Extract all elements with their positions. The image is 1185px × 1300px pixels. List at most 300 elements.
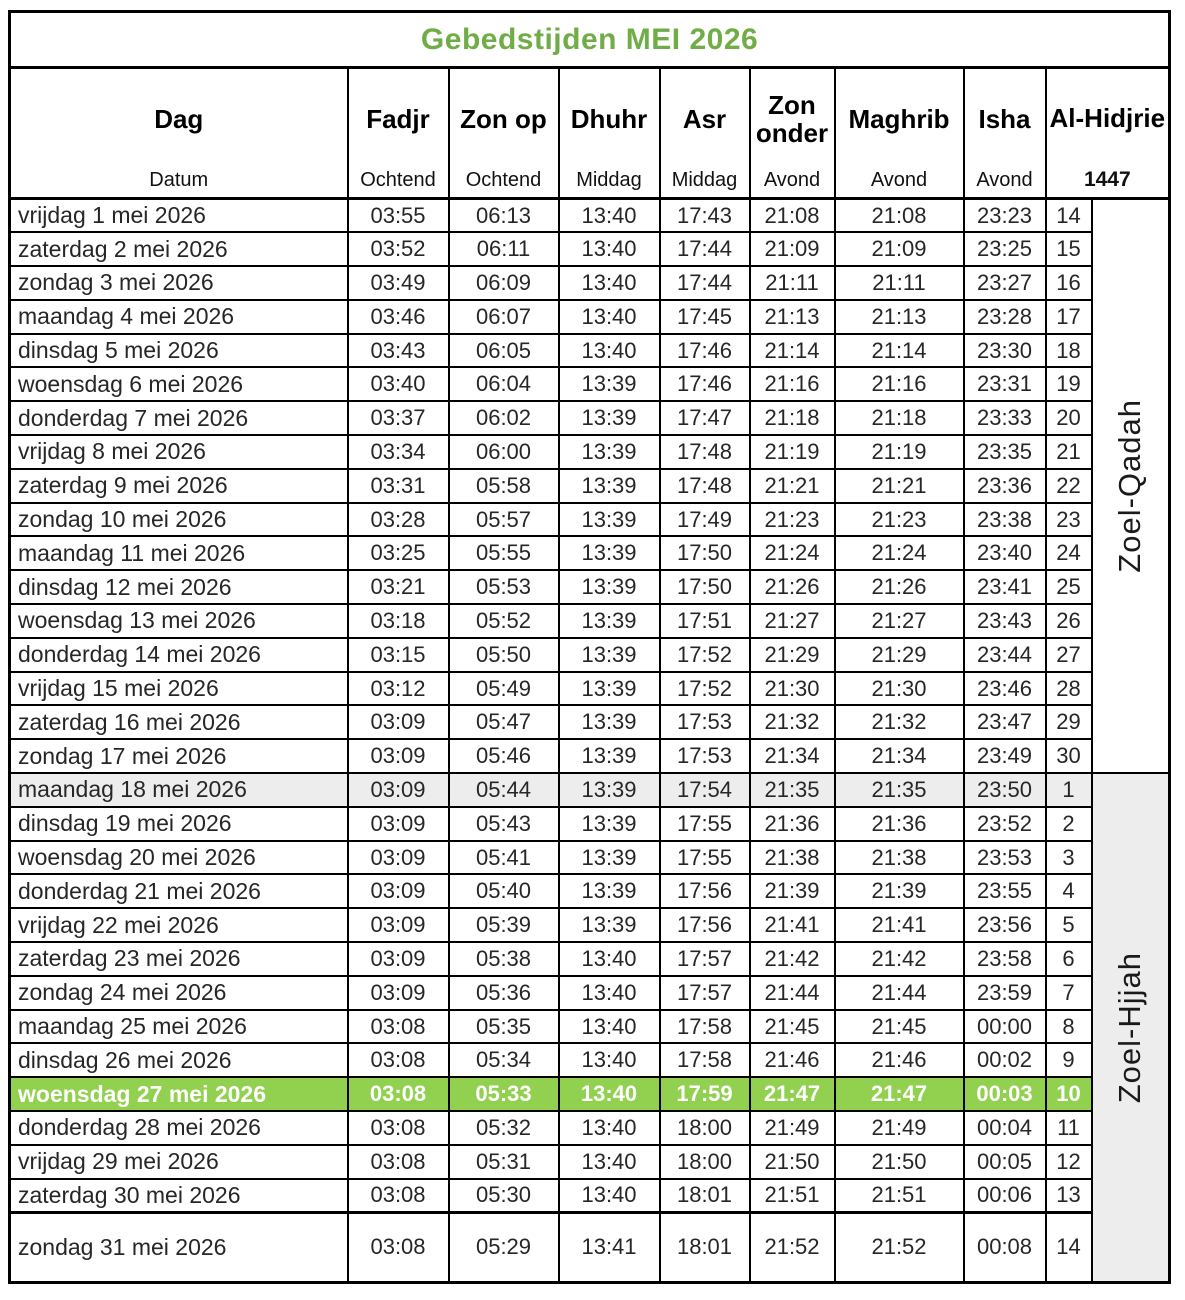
hijri-month-label: Zoel-Hjjah [1112,951,1148,1104]
time-cell: 23:52 [964,807,1046,841]
time-cell: 21:52 [750,1212,835,1282]
time-cell: 13:40 [559,266,660,300]
hijri-day-cell: 27 [1046,638,1092,672]
title-row [10,12,1170,68]
time-cell: 21:27 [835,604,964,638]
time-cell: 21:47 [750,1077,835,1111]
time-cell: 13:39 [559,739,660,773]
time-cell: 05:52 [449,604,559,638]
time-cell: 21:36 [750,807,835,841]
prayer-times-table [8,10,1171,1284]
time-cell: 21:42 [750,942,835,976]
time-cell: 06:09 [449,266,559,300]
hijri-day-cell: 4 [1046,874,1092,908]
time-cell: 21:13 [835,300,964,334]
prayer-table-body [10,199,1170,1283]
time-cell: 21:27 [750,604,835,638]
time-cell: 21:41 [835,908,964,942]
table-row [10,1043,1170,1077]
table-row [10,300,1170,334]
time-cell: 17:49 [660,503,750,537]
time-cell: 03:18 [348,604,449,638]
hijri-day-cell: 22 [1046,469,1092,503]
table-row [10,739,1170,773]
time-cell: 21:39 [835,874,964,908]
time-cell: 06:11 [449,232,559,266]
date-cell: zaterdag 2 mei 2026 [10,232,348,266]
time-cell: 03:09 [348,739,449,773]
time-cell: 03:09 [348,773,449,807]
time-cell: 21:52 [835,1212,964,1282]
time-cell: 05:31 [449,1145,559,1179]
time-cell: 03:28 [348,503,449,537]
time-cell: 21:14 [835,334,964,368]
header-label: Maghrib [848,103,950,134]
hijri-day-cell: 11 [1046,1111,1092,1145]
time-cell: 21:47 [835,1077,964,1111]
date-cell: zaterdag 23 mei 2026 [10,942,348,976]
time-cell: 23:59 [964,976,1046,1010]
table-row [10,367,1170,401]
time-cell: 03:49 [348,266,449,300]
time-cell: 23:53 [964,841,1046,875]
header-sublabel: Middag [671,169,738,191]
table-row [10,1077,1170,1111]
time-cell: 21:30 [750,672,835,706]
time-cell: 21:18 [750,401,835,435]
header-sublabel: Avond [763,169,821,191]
table-row [10,841,1170,875]
time-cell: 23:30 [964,334,1046,368]
date-cell: dinsdag 19 mei 2026 [10,807,348,841]
hijri-day-cell: 9 [1046,1043,1092,1077]
time-cell: 18:00 [660,1145,750,1179]
time-cell: 21:08 [835,199,964,233]
hijri-day-cell: 20 [1046,401,1092,435]
time-cell: 00:00 [964,1010,1046,1044]
time-cell: 17:52 [660,672,750,706]
time-cell: 23:31 [964,367,1046,401]
time-cell: 03:21 [348,570,449,604]
time-cell: 17:56 [660,874,750,908]
time-cell: 21:49 [750,1111,835,1145]
time-cell: 21:23 [835,503,964,537]
date-cell: zaterdag 30 mei 2026 [10,1179,348,1213]
time-cell: 03:08 [348,1043,449,1077]
time-cell: 21:30 [835,672,964,706]
time-cell: 17:58 [660,1010,750,1044]
time-cell: 03:09 [348,841,449,875]
table-row [10,1111,1170,1145]
hijri-day-cell: 28 [1046,672,1092,706]
time-cell: 21:45 [835,1010,964,1044]
date-cell: zaterdag 9 mei 2026 [10,469,348,503]
time-cell: 03:08 [348,1179,449,1213]
time-cell: 13:39 [559,841,660,875]
time-cell: 03:08 [348,1111,449,1145]
time-cell: 03:31 [348,469,449,503]
table-row [10,1145,1170,1179]
date-cell: vrijdag 29 mei 2026 [10,1145,348,1179]
time-cell: 23:50 [964,773,1046,807]
time-cell: 06:00 [449,435,559,469]
hijri-day-cell: 6 [1046,942,1092,976]
header-sublabel: Middag [576,169,642,191]
time-cell: 17:50 [660,570,750,604]
hijri-day-cell: 17 [1046,300,1092,334]
time-cell: 17:59 [660,1077,750,1111]
time-cell: 21:09 [835,232,964,266]
header-sublabel: Ochtend [465,169,542,191]
time-cell: 21:34 [835,739,964,773]
time-cell: 21:51 [835,1179,964,1213]
time-cell: 21:44 [750,976,835,1010]
hijri-month-cell [1092,773,1170,1282]
time-cell: 17:56 [660,908,750,942]
time-cell: 13:40 [559,1179,660,1213]
time-cell: 23:25 [964,232,1046,266]
date-cell: donderdag 14 mei 2026 [10,638,348,672]
date-cell: dinsdag 5 mei 2026 [10,334,348,368]
header-sublabel: Avond [976,169,1033,191]
time-cell: 21:24 [835,536,964,570]
time-cell: 23:38 [964,503,1046,537]
hijri-day-cell: 10 [1046,1077,1092,1111]
time-cell: 05:30 [449,1179,559,1213]
hijri-day-cell: 24 [1046,536,1092,570]
time-cell: 23:23 [964,199,1046,233]
table-row [10,705,1170,739]
date-cell: woensdag 27 mei 2026 [10,1077,348,1111]
hijri-day-cell: 21 [1046,435,1092,469]
header-label: Zon op [460,103,547,134]
time-cell: 00:06 [964,1179,1046,1213]
time-cell: 17:50 [660,536,750,570]
table-row [10,469,1170,503]
table-row [10,570,1170,604]
time-cell: 05:55 [449,536,559,570]
time-cell: 21:35 [835,773,964,807]
time-cell: 03:08 [348,1212,449,1282]
time-cell: 03:34 [348,435,449,469]
time-cell: 17:54 [660,773,750,807]
time-cell: 05:34 [449,1043,559,1077]
time-cell: 21:42 [835,942,964,976]
header-label: Zon onder [755,89,829,148]
hijri-day-cell: 2 [1046,807,1092,841]
time-cell: 21:32 [750,705,835,739]
time-cell: 21:38 [750,841,835,875]
time-cell: 21:24 [750,536,835,570]
time-cell: 18:01 [660,1179,750,1213]
time-cell: 00:03 [964,1077,1046,1111]
time-cell: 06:07 [449,300,559,334]
time-cell: 23:27 [964,266,1046,300]
date-cell: vrijdag 22 mei 2026 [10,908,348,942]
time-cell: 21:19 [835,435,964,469]
hijri-day-cell: 13 [1046,1179,1092,1213]
time-cell: 13:39 [559,536,660,570]
time-cell: 03:52 [348,232,449,266]
table-row [10,536,1170,570]
time-cell: 13:39 [559,638,660,672]
date-cell: vrijdag 8 mei 2026 [10,435,348,469]
date-cell: vrijdag 15 mei 2026 [10,672,348,706]
time-cell: 06:02 [449,401,559,435]
table-row [10,1212,1170,1282]
time-cell: 03:25 [348,536,449,570]
time-cell: 21:18 [835,401,964,435]
hijri-day-cell: 14 [1046,1212,1092,1282]
time-cell: 21:41 [750,908,835,942]
time-cell: 21:19 [750,435,835,469]
time-cell: 13:40 [559,334,660,368]
header-sublabel: Ochtend [360,169,436,191]
time-cell: 21:14 [750,334,835,368]
time-cell: 13:39 [559,401,660,435]
time-cell: 03:12 [348,672,449,706]
time-cell: 17:48 [660,469,750,503]
time-cell: 23:55 [964,874,1046,908]
time-cell: 05:49 [449,672,559,706]
time-cell: 21:21 [750,469,835,503]
time-cell: 13:40 [559,300,660,334]
time-cell: 03:46 [348,300,449,334]
time-cell: 17:47 [660,401,750,435]
time-cell: 21:39 [750,874,835,908]
time-cell: 21:45 [750,1010,835,1044]
hijri-day-cell: 16 [1046,266,1092,300]
time-cell: 18:00 [660,1111,750,1145]
time-cell: 17:53 [660,705,750,739]
time-cell: 13:39 [559,604,660,638]
time-cell: 13:39 [559,874,660,908]
time-cell: 18:01 [660,1212,750,1282]
time-cell: 23:49 [964,739,1046,773]
time-cell: 17:44 [660,232,750,266]
time-cell: 17:55 [660,807,750,841]
date-cell: maandag 11 mei 2026 [10,536,348,570]
column-header-isha [964,68,1046,199]
time-cell: 13:40 [559,232,660,266]
time-cell: 21:46 [835,1043,964,1077]
time-cell: 21:29 [835,638,964,672]
time-cell: 21:21 [835,469,964,503]
hijri-day-cell: 30 [1046,739,1092,773]
time-cell: 05:50 [449,638,559,672]
time-cell: 13:39 [559,908,660,942]
time-cell: 17:46 [660,367,750,401]
time-cell: 05:32 [449,1111,559,1145]
time-cell: 21:34 [750,739,835,773]
time-cell: 00:02 [964,1043,1046,1077]
time-cell: 17:52 [660,638,750,672]
hijri-month-cell [1092,199,1170,774]
time-cell: 21:50 [750,1145,835,1179]
time-cell: 00:08 [964,1212,1046,1282]
time-cell: 21:11 [750,266,835,300]
time-cell: 00:05 [964,1145,1046,1179]
time-cell: 03:37 [348,401,449,435]
time-cell: 21:16 [750,367,835,401]
date-cell: woensdag 6 mei 2026 [10,367,348,401]
hijri-day-cell: 7 [1046,976,1092,1010]
hijri-month-label: Zoel-Qadah [1112,399,1148,573]
time-cell: 05:43 [449,807,559,841]
time-cell: 05:36 [449,976,559,1010]
time-cell: 03:08 [348,1010,449,1044]
header-sublabel: 1447 [1083,167,1131,191]
time-cell: 23:47 [964,705,1046,739]
time-cell: 21:29 [750,638,835,672]
time-cell: 17:58 [660,1043,750,1077]
table-row [10,232,1170,266]
table-row [10,942,1170,976]
time-cell: 03:08 [348,1077,449,1111]
column-header-dhuhr [559,68,660,199]
header-label: Al-Hidjrie [1049,103,1166,134]
hijri-day-cell: 12 [1046,1145,1092,1179]
header-row [10,68,1170,199]
time-cell: 13:39 [559,705,660,739]
time-cell: 03:09 [348,874,449,908]
time-cell: 21:26 [835,570,964,604]
table-head [10,12,1170,199]
time-cell: 13:39 [559,367,660,401]
time-cell: 13:39 [559,570,660,604]
table-row [10,773,1170,807]
time-cell: 13:40 [559,1111,660,1145]
table-row [10,435,1170,469]
time-cell: 21:16 [835,367,964,401]
time-cell: 00:04 [964,1111,1046,1145]
time-cell: 17:57 [660,942,750,976]
date-cell: donderdag 28 mei 2026 [10,1111,348,1145]
hijri-day-cell: 15 [1046,232,1092,266]
time-cell: 13:39 [559,435,660,469]
table-row [10,976,1170,1010]
hijri-day-cell: 8 [1046,1010,1092,1044]
time-cell: 21:32 [835,705,964,739]
date-cell: zondag 24 mei 2026 [10,976,348,1010]
time-cell: 23:58 [964,942,1046,976]
time-cell: 03:08 [348,1145,449,1179]
time-cell: 23:41 [964,570,1046,604]
table-row [10,334,1170,368]
table-row [10,807,1170,841]
date-cell: maandag 25 mei 2026 [10,1010,348,1044]
table-row [10,503,1170,537]
time-cell: 21:35 [750,773,835,807]
time-cell: 23:40 [964,536,1046,570]
date-cell: vrijdag 1 mei 2026 [10,199,348,233]
column-header-zon-onder [750,68,835,199]
time-cell: 03:40 [348,367,449,401]
time-cell: 17:53 [660,739,750,773]
header-label: Isha [978,103,1031,134]
time-cell: 06:13 [449,199,559,233]
time-cell: 13:40 [559,942,660,976]
time-cell: 21:50 [835,1145,964,1179]
date-cell: woensdag 13 mei 2026 [10,604,348,638]
column-header-asr [660,68,750,199]
time-cell: 13:39 [559,672,660,706]
time-cell: 23:56 [964,908,1046,942]
date-cell: dinsdag 12 mei 2026 [10,570,348,604]
time-cell: 23:28 [964,300,1046,334]
hijri-day-cell: 1 [1046,773,1092,807]
column-header-zon-op [449,68,559,199]
time-cell: 06:05 [449,334,559,368]
table-row [10,638,1170,672]
table-row [10,874,1170,908]
time-cell: 23:43 [964,604,1046,638]
hijri-day-cell: 25 [1046,570,1092,604]
date-cell: zondag 17 mei 2026 [10,739,348,773]
time-cell: 03:15 [348,638,449,672]
time-cell: 21:49 [835,1111,964,1145]
time-cell: 23:33 [964,401,1046,435]
time-cell: 23:44 [964,638,1046,672]
date-cell: donderdag 21 mei 2026 [10,874,348,908]
time-cell: 05:44 [449,773,559,807]
time-cell: 03:09 [348,908,449,942]
header-sublabel: Avond [870,169,928,191]
header-label: Asr [682,103,727,134]
time-cell: 13:40 [559,1010,660,1044]
hijri-day-cell: 26 [1046,604,1092,638]
header-sublabel: Datum [149,169,209,191]
time-cell: 17:48 [660,435,750,469]
time-cell: 21:51 [750,1179,835,1213]
time-cell: 05:58 [449,469,559,503]
time-cell: 05:57 [449,503,559,537]
time-cell: 21:23 [750,503,835,537]
table-row [10,266,1170,300]
time-cell: 03:55 [348,199,449,233]
time-cell: 13:39 [559,503,660,537]
time-cell: 17:51 [660,604,750,638]
table-row [10,199,1170,233]
time-cell: 21:11 [835,266,964,300]
time-cell: 13:40 [559,976,660,1010]
hijri-day-cell: 29 [1046,705,1092,739]
date-cell: donderdag 7 mei 2026 [10,401,348,435]
time-cell: 21:08 [750,199,835,233]
time-cell: 05:53 [449,570,559,604]
time-cell: 05:38 [449,942,559,976]
date-cell: zondag 3 mei 2026 [10,266,348,300]
date-cell: dinsdag 26 mei 2026 [10,1043,348,1077]
time-cell: 17:43 [660,199,750,233]
time-cell: 13:40 [559,1043,660,1077]
table-row [10,1179,1170,1213]
page-title: Gebedstijden MEI 2026 [420,22,759,56]
hijri-day-cell: 3 [1046,841,1092,875]
time-cell: 21:26 [750,570,835,604]
date-cell: zondag 31 mei 2026 [10,1212,348,1282]
table-row [10,401,1170,435]
time-cell: 05:39 [449,908,559,942]
time-cell: 05:47 [449,705,559,739]
hijri-day-cell: 23 [1046,503,1092,537]
time-cell: 13:39 [559,807,660,841]
table-row [10,604,1170,638]
time-cell: 21:46 [750,1043,835,1077]
time-cell: 13:40 [559,1077,660,1111]
time-cell: 13:40 [559,1145,660,1179]
time-cell: 13:40 [559,199,660,233]
